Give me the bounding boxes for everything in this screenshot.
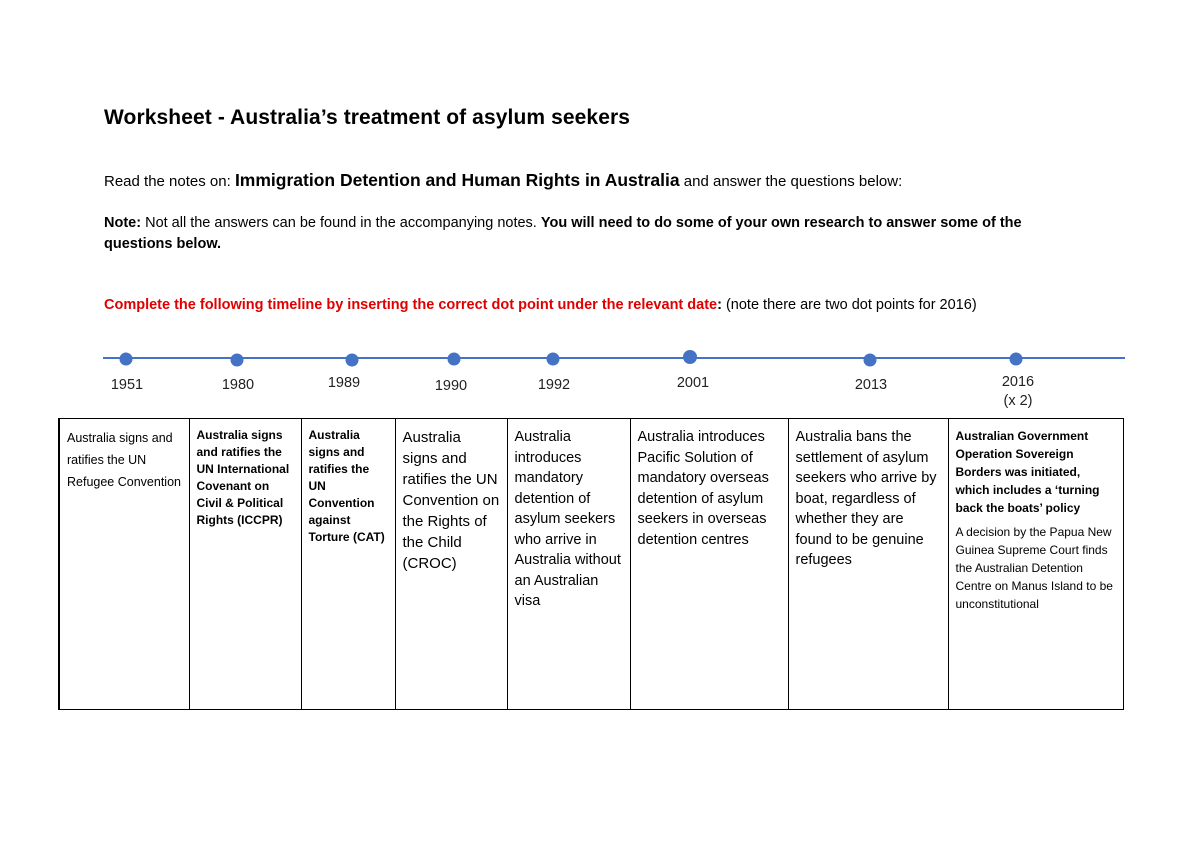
- timeline-dot-1951: [120, 353, 133, 366]
- intro-prefix: Read the notes on:: [104, 173, 235, 190]
- answer-text: Australia bans the settlement of asylum seekers who arrive by boat, regardless of whether they are found to be genuine refugees: [795, 429, 937, 568]
- year-label-2016-extra: (x 2): [1003, 393, 1033, 409]
- timeline-dot-1989: [346, 354, 359, 367]
- year-label-1990: 1990: [434, 378, 468, 394]
- answer-text-2016: [956, 427, 1116, 613]
- year-label-2013: 2013: [854, 377, 888, 393]
- year-label-1980: 1980: [221, 377, 255, 393]
- instruction-colon: :: [717, 297, 722, 313]
- note-plain: Not all the answers can be found in the accompanying notes.: [141, 215, 541, 231]
- answer-text: Australia introduces Pacific Solution of mandatory overseas detention of asylum seekers in overseas detention centres: [637, 429, 769, 548]
- note-bold: You will need to do some of your own research to answer some of the questions below.: [104, 215, 1022, 252]
- timeline-dot-1992: [547, 353, 560, 366]
- answer-cell-1951: [59, 419, 189, 710]
- instruction-red: Complete the following timeline by inserting the correct dot point under the relevant date: [104, 297, 718, 313]
- answer-text: Australia signs and ratifies the UN International Covenant on Civil & Political Rights (ICCPR): [196, 428, 290, 527]
- answer-cell-2016: [948, 419, 1123, 710]
- timeline-dot-2001: [683, 350, 697, 364]
- answer-cell-1990: [395, 419, 507, 710]
- timeline-answers-table: [58, 418, 1124, 710]
- year-label-1951: 1951: [110, 377, 144, 393]
- timeline-dot-1980: [231, 354, 244, 367]
- year-label-2016: [978, 373, 1058, 411]
- year-label-1989: 1989: [327, 375, 361, 391]
- answers-row: [59, 419, 1123, 710]
- answer-text-plain: A decision by the Papua New Guinea Supreme Court finds the Australian Detention Centre on Manus Island to be unconstitutional: [955, 525, 1113, 611]
- instruction-black: (note there are two dot points for 2016): [721, 297, 977, 313]
- answer-cell-1989: [301, 419, 395, 710]
- timeline-dot-2013: [864, 354, 877, 367]
- answer-text: Australia signs and ratifies the UN Refugee Convention: [67, 431, 181, 489]
- source-title: Immigration Detention and Human Rights in Australia: [234, 170, 680, 190]
- page-title: Worksheet - Australia’s treatment of asylum seekers: [104, 106, 631, 129]
- timeline-dot-2016: [1010, 353, 1023, 366]
- answer-cell-2001: [630, 419, 788, 710]
- answer-cell-2013: [788, 419, 948, 710]
- answer-text-bold: Australian Government Operation Sovereign Borders was initiated, which includes a ‘turning back the boats’ policy: [955, 429, 1100, 515]
- answer-text: Australia signs and ratifies the UN Convention against Torture (CAT): [308, 428, 385, 544]
- answer-cell-1980: [189, 419, 301, 710]
- timeline-dot-1990: [448, 353, 461, 366]
- answer-cell-1992: [507, 419, 630, 710]
- answer-text: Australia signs and ratifies the UN Convention on the Rights of the Child (CROC): [402, 429, 500, 572]
- year-label-2016-year: 2016: [1001, 374, 1035, 390]
- answer-text: Australia introduces mandatory detention of asylum seekers who arrive in Australia without an Australian visa: [514, 429, 621, 609]
- year-label-2001: 2001: [676, 375, 710, 391]
- timeline: [0, 0, 1200, 420]
- intro-suffix: and answer the questions below:: [679, 173, 903, 190]
- year-label-1992: 1992: [537, 377, 571, 393]
- note-label: Note:: [104, 215, 142, 231]
